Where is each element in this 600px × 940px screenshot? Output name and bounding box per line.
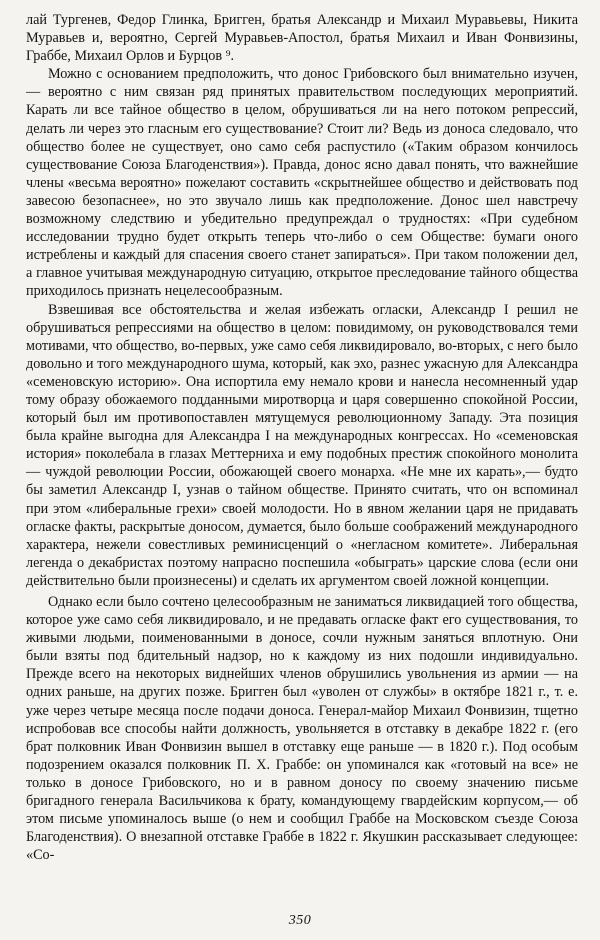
paragraph-4: Однако если было сочтено целесообразным не заниматься ликвидацией того общества, которое уже само себя ликвидировало, и не предавать огласке факт его существования, то живыми людьми, поименованными в доносе, сочли нужным заняться вплотную. Они были взяты под бдительный надзор, но к каждому из них подошли индивидуально. Прежде всего на некоторых виднейших членов обрушились увольнения из армии — на одних раньше, на других позже. Бригген был «уволен от службы» в октябре 1821 г., т. е. уже через четыре месяца после подачи доноса. Генерал-майор Михаил Фонвизин, тщетно испробовав все способы найти должность, увольняется в отставку в декабре 1822 г. (его брат полковник Иван Фонвизин вышел в отставку еще раньше — в 1820 г.). Под особым подозрением оказался полковник П. Х. Граббе: он упоминался как «готовый на все» не только в доносе Грибовского, но и в равном доносу по своему значению письме бригадного генерала Васильчикова к брату, командующему гвардейским корпусом,— об этом письме упоминалось выше (о нем и сообщил Граббе на Московском съезде Союза Благоденствия). О внезапной отставке Граббе в 1822 г. Якушкин рассказывает следующее: «Со-	[26, 594, 578, 864]
paragraph-2: Можно с основанием предположить, что донос Грибовского был внимательно изучен,— вероятно с ним связан ряд принятых правительством последующих мероприятий. Карать ли все тайное общество в целом, обрушиваться ли на него потоком репрессий, делать ли через это гласным его существование? Стоит ли? Ведь из доноса следовало, что общество более не существует, оно само себя распустило («Таким образом кончилось существование Союза Благоденствия»). Правда, донос ясно давал понять, что важнейшие члены «весьма вероятно» пожелают составить «скрытнейшее общество и действовать под завесою безопаснее», но это звучало лишь как предположение. Донос шел навстречу возможному следствию и убедительно предупреждал о трудностях: «При судебном исследовании трудно будет открыть теперь что-либо о сем Обществе: бумаги оного истреблены и каждый для спасения своего станет запираться». При таком положении дел, а главное учитывая международную ситуацию, открытое преследование тайного общества приходилось признать нецелесообразным.	[26, 66, 578, 300]
paragraph-1: лай Тургенев, Федор Глинка, Бригген, братья Александр и Михаил Муравьевы, Никита Муравьев и, вероятно, Сергей Муравьев-Апостол, братья Михаил и Иван Фонвизины, Граббе, Михаил Орлов и Бурцов ⁹.	[26, 12, 578, 65]
paragraph-3: Взвешивая все обстоятельства и желая избежать огласки, Александр I решил не обрушиваться репрессиями на общество в целом: повидимому, он руководствовался теми мотивами, что общество, во-первых, уже само себя ликвидировало, во-вторых, с него было довольно и того международного шума, который, как эхо, разнес ужасную для Александра «семеновскую историю». Она испортила ему немало крови и нанесла несомненный удар тому образу обожаемого подданными миротворца и царя совершенно спокойной России, который был им противопоставлен мятущемуся революционному Западу. Эта позиция была крайне выгодна для Александра I на международных конгрессах. Но «семеновская история» поколебала в глазах Меттерниха и ему подобных престиж спокойного монолита — чуждой революции России, обожающей своего монарха. «Не мне их карать»,— будто бы заметил Александр I, узнав о тайном обществе. Принято считать, что он вспоминал при этом «либеральные грехи» своей молодости. Но в явном желании царя не придавать огласке факты, раскрытые доносом, думается, было больше соображений международного характера, нежели совестливых реминисценций о «негласном комитете». Либеральная легенда о декабристах поэтому напрасно поспешила «обыграть» царские слова (если они действительно были произнесены) и сделать их аргументом своей ложной концепции.	[26, 301, 578, 589]
page-number: 350	[288, 913, 312, 928]
